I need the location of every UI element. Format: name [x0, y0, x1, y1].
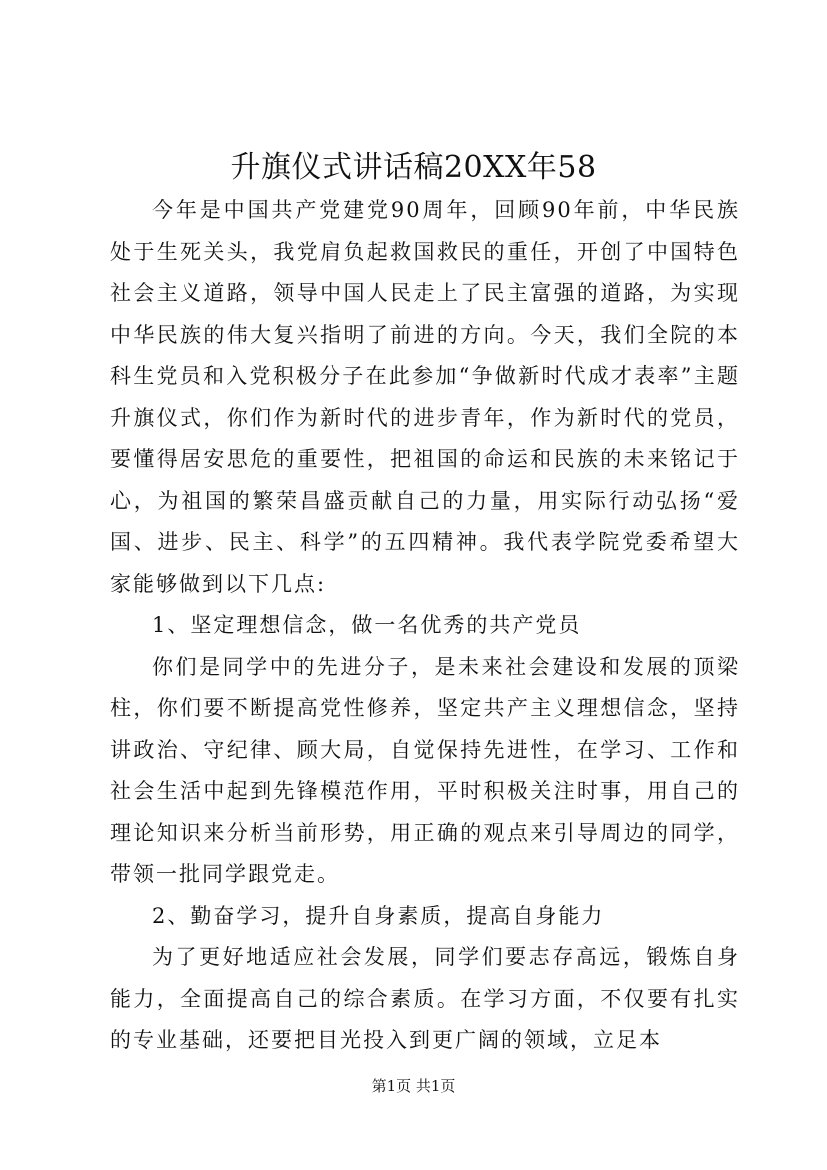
heading-point-1: 1、坚定理想信念，做一名优秀的共产党员 — [152, 613, 582, 637]
paragraph-intro: 今年是中国共产党建党90周年，回顾90年前，中华民族处于生死关头，我党肩负起救国救民的重任，开创了中国特色社会主义道路，领导中国人民走上了民主富强的道路，为实现中华民族的伟大复兴指明了前进的方向。今天，我们全院的本科生党员和入党积极分子在此参加“争做新时代成才表率”主题升旗仪式，你们作为新时代的进步青年，作为新时代的党员，要懂得居安思危的重要性，把祖国的命运和民族的未来铭记于心，为祖国的繁荣昌盛贡献自己的力量，用实际行动弘扬“爱国、进步、民主、科学”的五四精神。我代表学院党委希望大家能够做到以下几点: — [110, 198, 740, 596]
heading-point-2: 2、勤奋学习，提升自身素质，提高自身能力 — [152, 903, 605, 928]
paragraph-point-1: 你们是同学中的先进分子，是未来社会建设和发展的顶梁柱，你们要不断提高党性修养，坚定共产主义理想信念，坚持讲政治、守纪律、顾大局，自觉保持先进性，在学习、工作和社会生活中起到先锋模范作用，平时积极关注时事，用自己的理论知识来分析当前形势，用正确的观点来引导周边的同学，带领一批同学跟党走。 — [110, 654, 740, 886]
document-body — [110, 190, 740, 1062]
document-title: 升旗仪式讲话稿20XX年58 — [230, 150, 597, 185]
paragraph-point-2: 为了更好地适应社会发展，同学们要志存高远，锻炼自身能力，全面提高自己的综合素质。在学习方面，不仅要有扎实的专业基础，还要把目光投入到更广阔的领域，立足本 — [110, 945, 740, 1052]
page-footer: 第1页 共1页 — [371, 1077, 456, 1095]
